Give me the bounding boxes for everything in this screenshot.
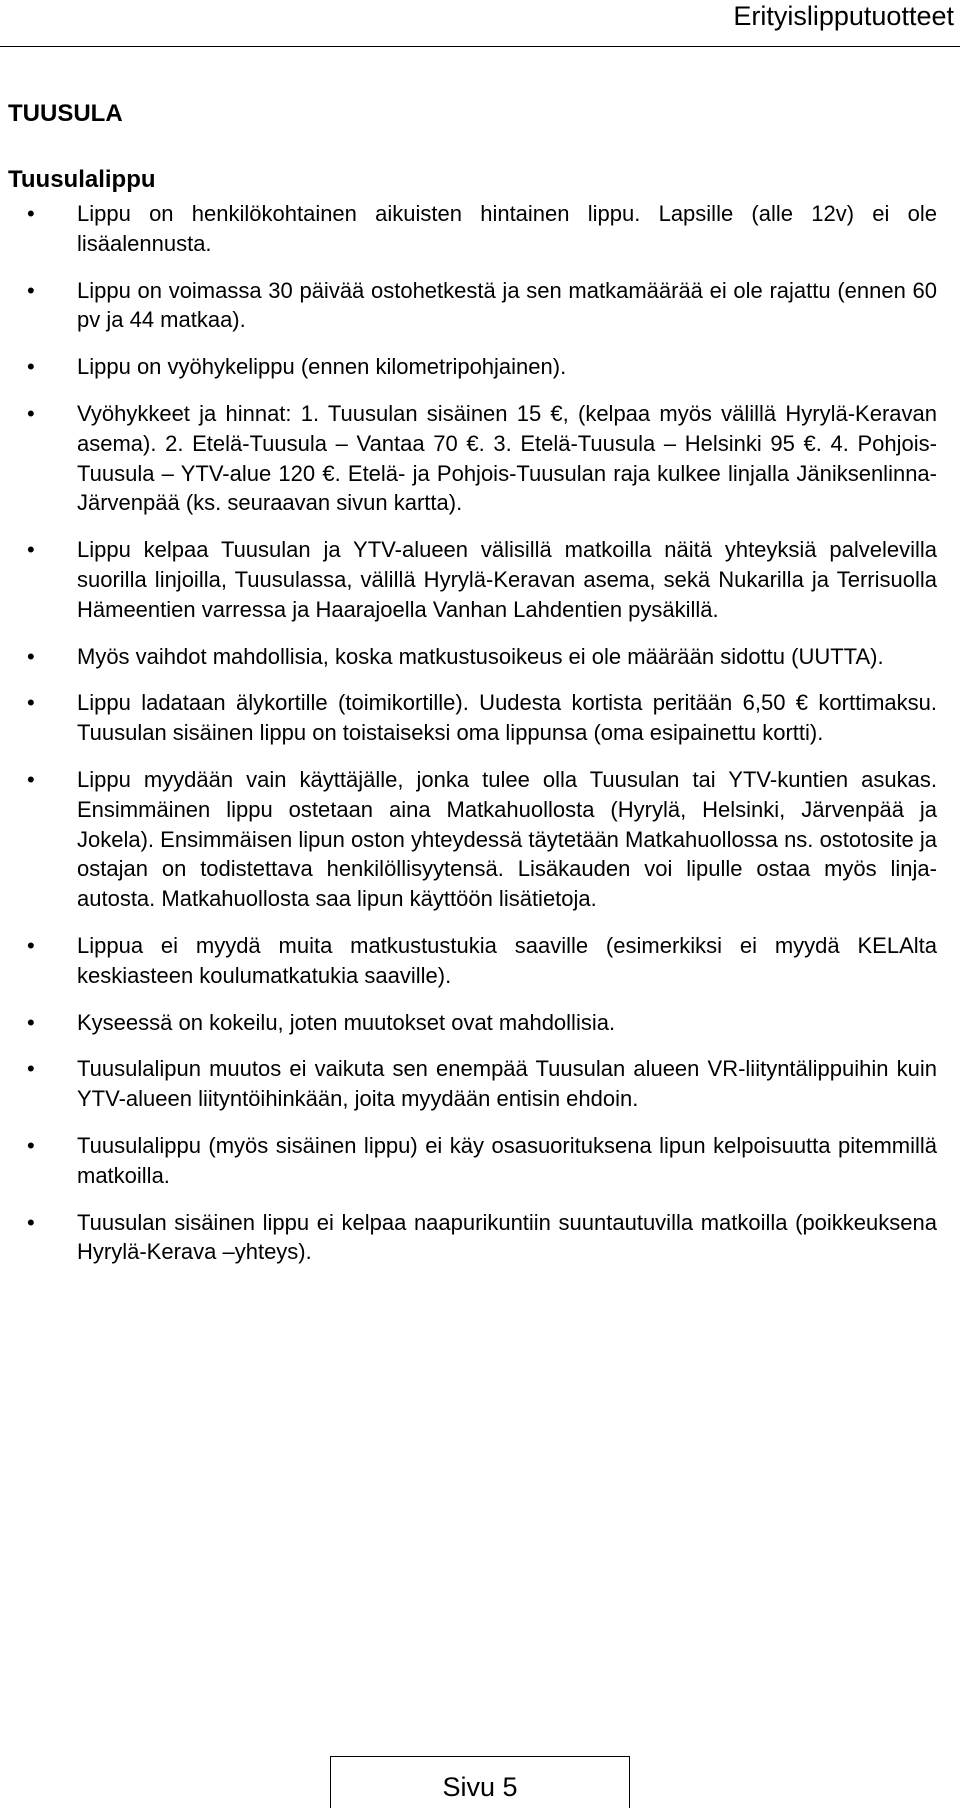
bullet-icon: • <box>27 643 35 669</box>
list-item-text: Lippu on henkilökohtainen aikuisten hintainen lippu. Lapsille (alle 12v) ei ole lisäalennusta. <box>77 201 937 256</box>
list-item <box>0 1054 960 1114</box>
list-item-text: Tuusulan sisäinen lippu ei kelpaa naapurikuntiin suuntautuvilla matkoilla (poikkeuksena Hyrylä-Kerava –yhteys). <box>77 1209 937 1265</box>
bullet-icon: • <box>27 537 35 563</box>
bullet-icon: • <box>27 690 35 716</box>
list-item <box>0 1208 960 1268</box>
list-item-text: Lippua ei myydä muita matkustustukia saaville (esimerkiksi ei myydä KELAlta keskiasteen koulumatkatukia saaville). <box>77 932 937 988</box>
section-title: TUUSULA <box>8 100 123 127</box>
page-number: Sivu 5 <box>442 1772 518 1802</box>
list-item-text: Lippu kelpaa Tuusulan ja YTV-alueen välisillä matkoilla näitä yhteyksiä palvelevilla suorilla linjoilla, Tuusulassa, välillä Hyrylä-Keravan asema, sekä Nukarilla ja Terrisuolla Hämeentien varressa ja Haarajoella Vanhan Lahdentien pysäkillä. <box>77 537 937 622</box>
header-title: Erityislipputuotteet <box>733 1 954 31</box>
bullet-list <box>0 199 960 1284</box>
bullet-icon: • <box>27 1132 35 1158</box>
list-item <box>0 642 960 672</box>
list-item <box>0 276 960 336</box>
list-item <box>0 688 960 748</box>
list-item-text: Kyseessä on kokeilu, joten muutokset ovat mahdollisia. <box>77 1009 616 1035</box>
bullet-icon: • <box>27 1056 35 1082</box>
bullet-icon: • <box>27 354 35 380</box>
list-item <box>0 199 960 259</box>
subsection-title: Tuusulalippu <box>8 166 156 193</box>
bullet-icon: • <box>27 400 35 426</box>
list-item <box>0 399 960 518</box>
list-item-text: Lippu on vyöhykelippu (ennen kilometripohjainen). <box>77 354 567 380</box>
list-item <box>0 1131 960 1191</box>
bullet-icon: • <box>27 932 35 958</box>
list-item-text: Tuusulalippu (myös sisäinen lippu) ei käy osasuorituksena lipun kelpoisuutta pitemmillä matkoilla. <box>77 1132 937 1188</box>
bullet-icon: • <box>27 1009 35 1035</box>
list-item-text: Tuusulalipun muutos ei vaikuta sen enempää Tuusulan alueen VR-liityntälippuihin kuin YTV-alueen liityntöihinkään, joita myydään entisin ehdoin. <box>77 1056 937 1112</box>
bullet-icon: • <box>27 1209 35 1235</box>
list-item <box>0 765 960 914</box>
list-item-text: Lippu on voimassa 30 päivää ostohetkestä ja sen matkamäärää ei ole rajattu (ennen 60 pv ja 44 matkaa). <box>77 277 937 333</box>
list-item-text: Myös vaihdot mahdollisia, koska matkustusoikeus ei ole määrään sidottu (UUTTA). <box>77 643 884 669</box>
list-item <box>0 535 960 624</box>
page-footer <box>330 1756 630 1808</box>
list-item-text: Lippu myydään vain käyttäjälle, jonka tulee olla Tuusulan tai YTV-kuntien asukas. Ensimmäinen lippu ostetaan aina Matkahuollosta (Hyrylä, Helsinki, Järvenpää ja Jokela). Ensimmäisen lipun oston yhteydessä täytetään Matkahuollossa ns. ostotosite ja ostajan on todistettava henkilöllisyytensä. Lisäkauden voi lipulle ostaa myös linja-autosta. Matkahuollosta saa lipun käyttöön lisätietoja. <box>77 766 937 912</box>
page-header <box>0 0 960 47</box>
list-item <box>0 352 960 382</box>
bullet-icon: • <box>27 277 35 303</box>
list-item-text: Lippu ladataan älykortille (toimikortille). Uudesta kortista peritään 6,50 € korttimaksu. Tuusulan sisäinen lippu on toistaiseksi oma lippunsa (oma esipainettu kortti). <box>77 690 937 746</box>
list-item <box>0 931 960 991</box>
list-item-text: Vyöhykkeet ja hinnat: 1. Tuusulan sisäinen 15 €, (kelpaa myös välillä Hyrylä-Keravan asema). 2. Etelä-Tuusula – Vantaa 70 €. 3. Etelä-Tuusula – Helsinki 95 €. 4. Pohjois-Tuusula – YTV-alue 120 €. Etelä- ja Pohjois-Tuusulan raja kulkee linjalla Jäniksenlinna-Järvenpää (ks. seuraavan sivun kartta). <box>77 400 937 516</box>
bullet-icon: • <box>27 201 35 226</box>
bullet-icon: • <box>27 766 35 792</box>
list-item <box>0 1008 960 1038</box>
